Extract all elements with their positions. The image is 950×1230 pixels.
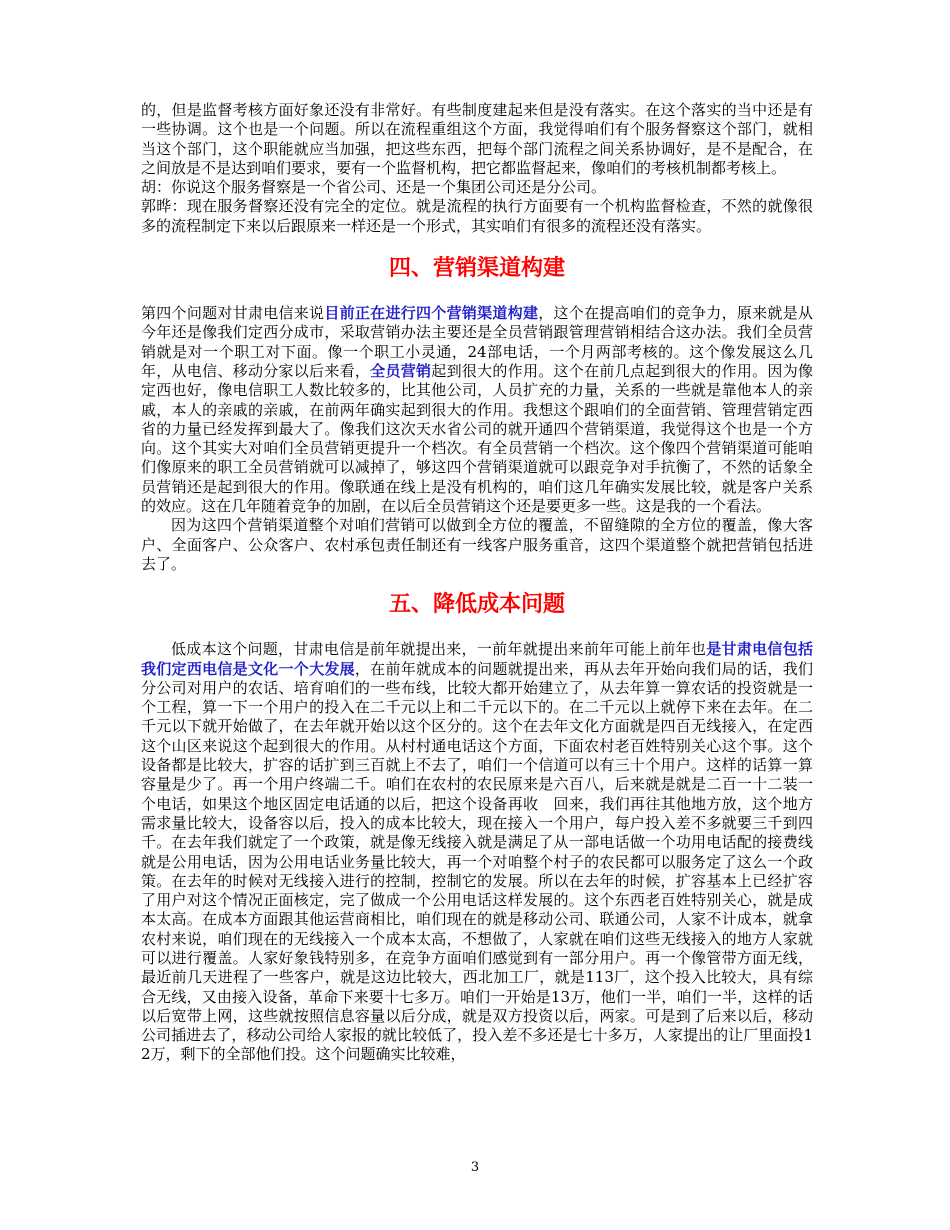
section-4-paragraph-1 (141, 304, 813, 516)
section-4-paragraph-2: 因为这四个营销渠道整个对咱们营销可以做到全方位的覆盖，不留缝隙的全方位的覆盖，像大客户、全面客户、公众客户、农村承包责任制还有一线客户服务重音，这四个渠道整个就把营销包括进去了。 (141, 516, 813, 573)
page-number: 3 (470, 1160, 480, 1175)
document-page (141, 101, 813, 1065)
section-4-text-a: 第四个问题对甘肃电信来说 (141, 304, 325, 323)
section-5-text-a: 低成本这个问题，甘肃电信是前年就提出来，一前年就提出来前年可能上前年也 (171, 640, 707, 659)
intro-paragraph-1: 的，但是监督考核方面好象还没有非常好。有些制度建起来但是没有落实。在这个落实的当中还是有一些协调。这个也是一个问题。所以在流程重组这个方面，我觉得咱们有个服务督察这个部门，就相当这个部门，这个职能就应当加强，把这些东西，把每个部门流程之间关系协调好，是不是配合，在之间放是不是达到咱们要求，要有一个监督机构，把它都监督起来，像咱们的考核机制都考核上。 (141, 101, 813, 177)
section-5-paragraph-1 (141, 640, 813, 1065)
section-4-heading: 四、营销渠道构建 (388, 256, 565, 282)
intro-paragraph-2: 胡：你说这个服务督察是一个省公司、还是一个集团公司还是分公司。 (141, 178, 607, 197)
section-4-highlight-2: 全员营销 (370, 361, 432, 380)
section-4-text-c: 起到很大的作用。这个在前几点起到很大的作用。因为像定西也好，像电信职工人数比较多的，比其他公司，人员扩充的力量，关系的一些就是靠他本人的亲戚，本人的亲戚的亲戚，在前两年确实起到很大的作用。我想这个跟咱们的全面营销、管理营销定西省的力量已经发挥到最大了。像我们这次天水省公司的就开通四个营销渠道，我觉得这个也是一个方向。这个其实大对咱们全员营销更提升一个档次。有全员营销一个档次。这个像四个营销渠道可能咱们像原来的职工全员营销就可以减掉了，够这四个营销渠道就可以跟竞争对手抗衡了，不然的话象全员营销还是起到很大的作用。像联通在线上是没有机构的，咱们这几年确实发展比较，就是客户关系的效应。这在几年随着竞争的加剧，在以后全员营销这个还是要更多一些。这是我的一个看法。 (141, 361, 813, 516)
section-5-highlight: 是甘肃电信包括我们定西电信是文化一个大发展 (141, 640, 813, 678)
section-5-heading: 五、降低成本问题 (388, 592, 565, 618)
section-4-text-b: ，这个在提高咱们的竞争力，原来就是从今年还是像我们定西分成市，采取营销办法主要还是全员营销跟管理营销相结合这办法。我们全员营销就是对一个职工对下面。像一个职工小灵通，24部电话，一个月两部考核的。这个像发展这么几年，从电信、移动分家以后来看， (141, 304, 813, 380)
section-5-text-b: ，在前年就成本的问题就提出来，再从去年开始向我们局的话，我们分公司对用户的农话、培育咱们的一些布线，比较大都开始建立了，从去年算一算农话的投资就是一个工程，算一下一个用户的投入在二千元以上和二千元以下的。在二千元以上就停下来在去年。在二千元以下就开始做了，在去年就开始以这个区分的。这个在去年文化方面就是四百无线接入，在定西这个山区来说这个起到很大的作用。从村村通电话这个方面，下面农村老百姓特别关心这个事。这个设备都是比较大，扩容的话扩到三百就上不去了，咱们一个信道可以有三十个用户。这样的话算一算容量是少了。再一个用户终端二千。咱们在农村的农民原来是六百八，后来就是就是二百一十二装一个电话，如果这个地区固定电话通的以后，把这个设备再收 回来，我们再往其他地方放，这个地方需求量比较大，设备容以后，投入的成本比较大，现在接入一个用户，每户投入差不多就要三千到四千。在去年我们就定了一个政策，就是像无线接入就是满足了从一部电话做一个功用电话配的接费线就是公用电话，因为公用电话业务量比较大，再一个对咱整个村子的农民都可以服务定了这么一个政策。在去年的时候对无线接入进行的控制，控制它的发展。所以在去年的时候，扩容基本上已经扩容了用户对这个情况正面核定，完了做成一个公用电话这样发展的。这个东西老百姓特别关心，就是成本太高。在成本方面跟其他运营商相比，咱们现在的就是移动公司、联通公司，人家不计成本，就拿农村来说，咱们现在的无线接入一个成本太高，不想做了，人家就在咱们这些无线接入的地方人家就可以进行覆盖。人家好象钱特别多，在竞争方面咱们感觉到有一部分用户。再一个像管带方面无线，最近前几天进程了一些客户，就是这边比较大，西北加工厂，就是113厂，这个投入比较大，具有综合无线，又由接入设备，革命下来要十七多万。咱们一开始是13万，他们一半，咱们一半，这样的话以后宽带上网，这些就按照信息容量以后分成，就是双方投资以后，两家。可是到了后来以后，移动公司插进去了，移动公司给人家报的就比较低了，投入差不多还是七十多万，人家提出的让厂里面投12万，剩下的全部他们投。这个问题确实比较难， (141, 659, 813, 1064)
intro-paragraph-3: 郭晔：现在服务督察还没有完全的定位。就是流程的执行方面要有一个机构监督检查，不然的就像很多的流程制定下来以后跟原来一样还是一个形式，其实咱们有很多的流程还没有落实。 (141, 197, 813, 235)
section-4-highlight-1: 目前正在进行四个营销渠道构建 (324, 304, 539, 323)
